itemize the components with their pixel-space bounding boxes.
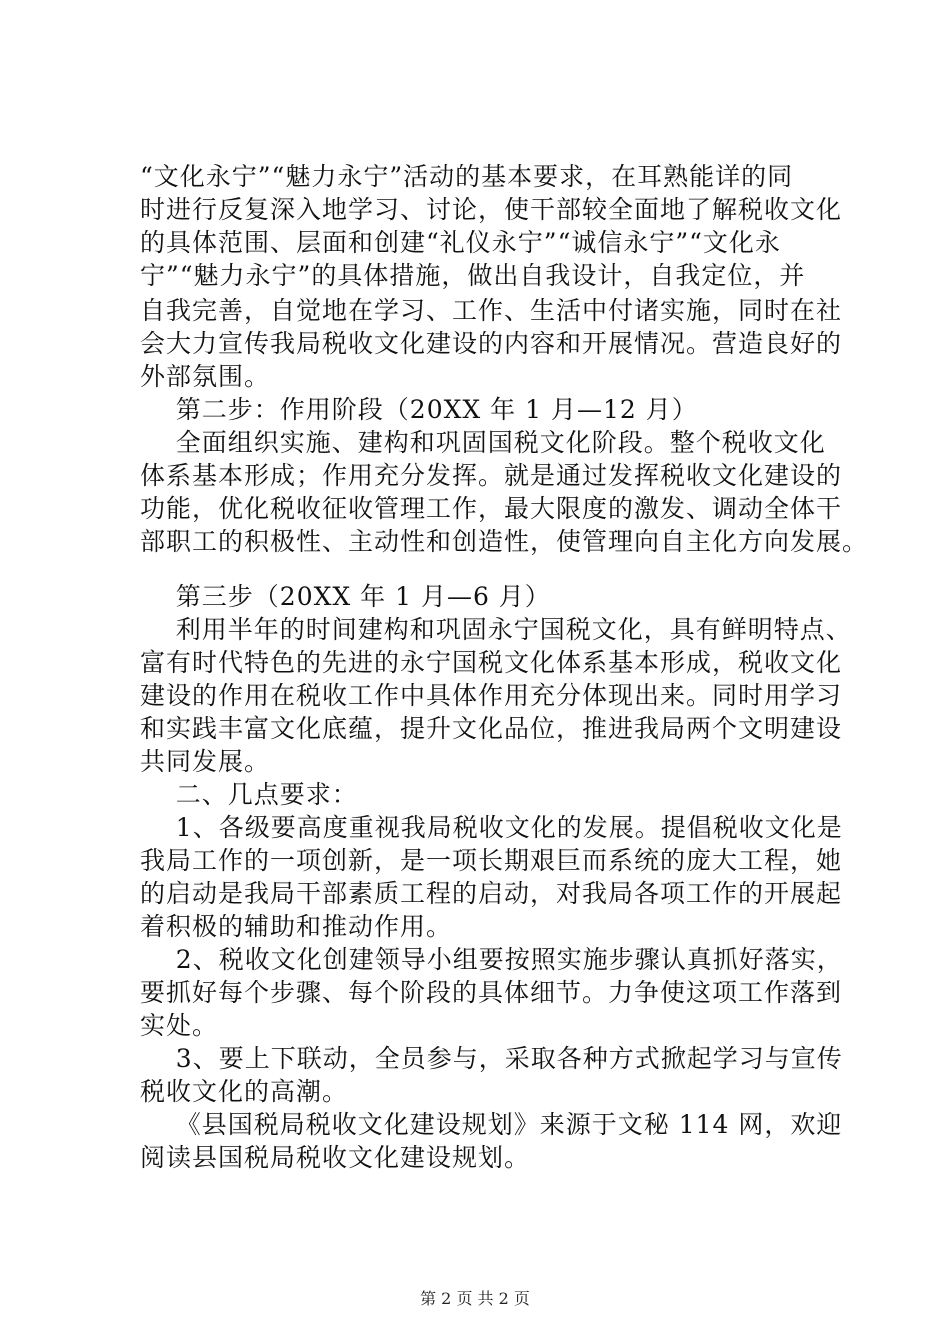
text-line-27: 3、要上下联动，全员参与，采取各种方式掀起学习与宣传: [140, 1044, 843, 1073]
step-three-heading: 第三步（20XX 年 1 月—6 月）: [140, 582, 551, 611]
text-line-24: 2、税收文化创建领导小组要按照实施步骤认真抓好落实，: [140, 945, 843, 974]
text-line-23: 着积极的辅助和推动作用。: [140, 912, 453, 941]
step-two-heading: 第二步：作用阶段（20XX 年 1 月—12 月）: [140, 395, 698, 424]
text-line-7: 外部氛围。: [140, 362, 271, 391]
text-line-12: 部职工的积极性、主动性和创造性，使管理向自主化方向发展。: [140, 527, 869, 556]
text-line-10: 体系基本形成；作用充分发挥。就是通过发挥税收文化建设的: [140, 461, 843, 490]
text-line-21: 我局工作的一项创新，是一项长期艰巨而系统的庞大工程，她: [140, 846, 843, 875]
text-line-9: 全面组织实施、建构和巩固国税文化阶段。整个税收文化: [140, 428, 826, 457]
text-line-6: 会大力宣传我局税收文化建设的内容和开展情况。营造良好的: [140, 329, 843, 358]
text-line-16: 建设的作用在税收工作中具体作用充分体现出来。同时用学习: [140, 681, 843, 710]
text-line-4: 宁”“魅力永宁”的具体措施，做出自我设计，自我定位，并: [140, 261, 806, 290]
text-line-11: 功能，优化税收征收管理工作，最大限度的激发、调动全体干: [140, 494, 843, 523]
text-line-29: 《县国税局税收文化建设规划》来源于文秘 114 网，欢迎: [140, 1110, 843, 1139]
text-line-26: 实处。: [140, 1011, 219, 1040]
text-line-25: 要抓好每个步骤、每个阶段的具体细节。力争使这项工作落到: [140, 978, 843, 1007]
text-line-2: 时进行反复深入地学习、讨论，使干部较全面地了解税收文化: [140, 195, 843, 224]
requirements-heading: 二、几点要求：: [140, 780, 358, 809]
text-line-15: 富有时代特色的先进的永宁国税文化体系基本形成，税收文化: [140, 648, 843, 677]
text-line-3: 的具体范围、层面和创建“礼仪永宁”“诚信永宁”“文化永: [140, 228, 781, 257]
text-line-17: 和实践丰富文化底蕴，提升文化品位，推进我局两个文明建设: [140, 714, 843, 743]
text-line-5: 自我完善，自觉地在学习、工作、生活中付诸实施，同时在社: [140, 296, 843, 325]
text-line-28: 税收文化的高潮。: [140, 1077, 349, 1106]
page-footer: 第 2 页 共 2 页: [420, 1289, 530, 1308]
text-line-14: 利用半年的时间建构和巩固永宁国税文化，具有鲜明特点、: [140, 615, 852, 644]
text-line-20: 1、各级要高度重视我局税收文化的发展。提倡税收文化是: [140, 813, 843, 842]
text-line-22: 的启动是我局干部素质工程的启动，对我局各项工作的开展起: [140, 879, 843, 908]
text-line-30: 阅读县国税局税收文化建设规划。: [140, 1143, 531, 1172]
text-line-1: “文化永宁”“魅力永宁”活动的基本要求，在耳熟能详的同: [140, 162, 794, 191]
text-line-18: 共同发展。: [140, 747, 271, 776]
